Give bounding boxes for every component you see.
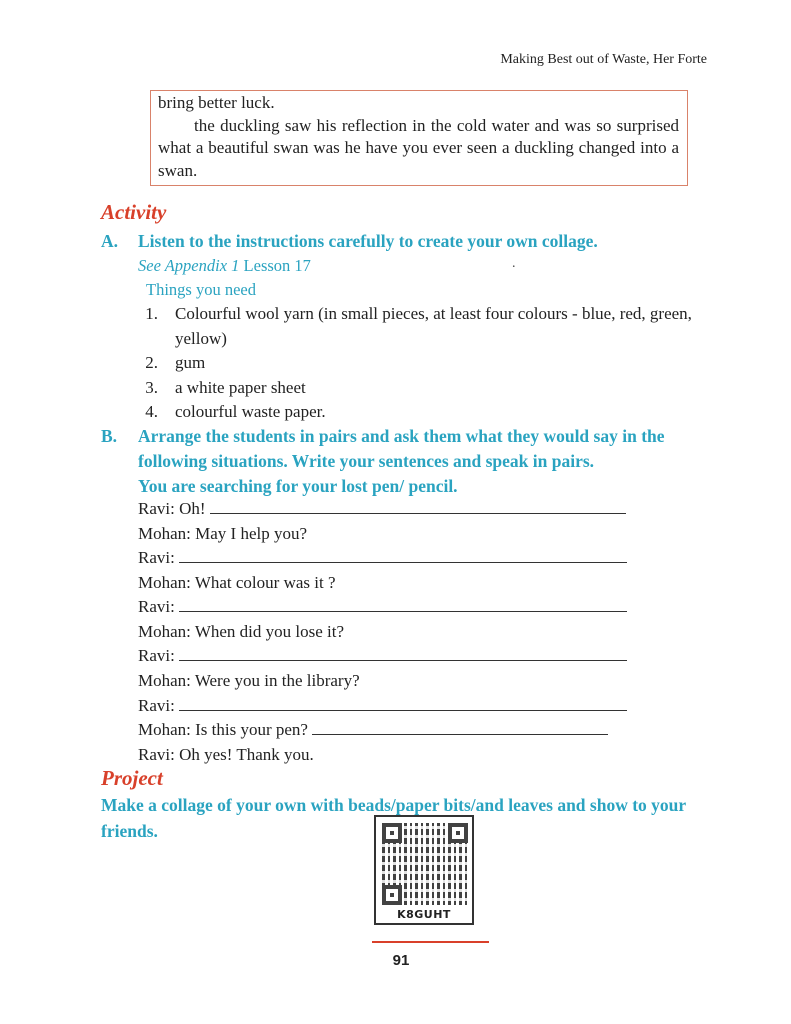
dialogue-text: Ravi:: [138, 646, 175, 665]
dialogue-line: Mohan: Were you in the library?: [138, 671, 360, 690]
task-b-situation: You are searching for your lost pen/ pencil.: [138, 476, 458, 496]
qr-pattern: [382, 823, 468, 905]
task-a-label: A.: [101, 231, 119, 251]
things-you-need-heading: Things you need: [146, 280, 256, 299]
dialogue: [138, 499, 738, 769]
answer-blank[interactable]: [179, 597, 627, 612]
page-number: 91: [392, 952, 410, 969]
answer-blank[interactable]: [179, 646, 627, 661]
dialogue-line: [138, 720, 608, 740]
task-b-instruction: Arrange the students in pairs and ask them what they would say in the following situations. Write your sentences and speak in pairs.: [138, 426, 665, 471]
answer-blank[interactable]: [179, 548, 627, 563]
story-line: bring better luck.: [158, 93, 275, 112]
dialogue-text: Ravi: Oh!: [138, 499, 206, 518]
list-item: colourful waste paper.: [175, 402, 326, 421]
project-instruction: Make a collage of your own with beads/paper bits/and leaves and show to your friends.: [101, 795, 686, 841]
list-item: a white paper sheet: [175, 378, 306, 397]
dialogue-line: Ravi: Oh yes! Thank you.: [138, 745, 314, 764]
task-a: [101, 229, 701, 254]
dialogue-line: [138, 548, 627, 568]
list-number: 4.: [145, 402, 158, 421]
dialogue-line: [138, 597, 627, 617]
list-item: Colourful wool yarn (in small pieces, at least four colours - blue, red, green, yellow): [175, 304, 692, 348]
dialogue-line: Mohan: When did you lose it?: [138, 622, 345, 641]
activity-heading: Activity: [101, 200, 167, 224]
answer-blank[interactable]: [179, 696, 627, 711]
qr-finder: [382, 823, 402, 843]
answer-blank[interactable]: [312, 720, 608, 735]
dialogue-text: Ravi:: [138, 696, 175, 715]
list-number: 3.: [145, 378, 158, 397]
lesson-reference: Lesson 17: [239, 256, 311, 275]
story-excerpt-box: [150, 90, 688, 186]
dialogue-line: [138, 696, 627, 716]
qr-finder: [382, 885, 402, 905]
stray-dot: .: [512, 256, 516, 271]
dialogue-line: Mohan: May I help you?: [138, 524, 308, 543]
qr-code-label: K8GUHT: [397, 908, 451, 921]
dialogue-line: [138, 646, 627, 666]
materials-list: [138, 302, 698, 426]
appendix-reference: [138, 256, 311, 276]
dialogue-text: Mohan: Is this your pen?: [138, 720, 308, 739]
task-b: [101, 424, 711, 474]
footer-rule: [372, 941, 489, 943]
task-b-label: B.: [101, 426, 118, 446]
dialogue-text: Ravi:: [138, 597, 175, 616]
story-paragraph: the duckling saw his reflection in the cold water and was so surprised what a beautiful swan was he have you ever seen a duckling changed into a swan.: [158, 115, 679, 180]
dialogue-line: [138, 499, 626, 519]
dialogue-text: Ravi:: [138, 548, 175, 567]
qr-code[interactable]: [374, 815, 474, 925]
list-number: 1.: [145, 304, 158, 323]
running-header: Making Best out of Waste, Her Forte: [500, 52, 707, 67]
appendix-link-text: See Appendix 1: [138, 256, 240, 275]
list-number: 2.: [145, 353, 158, 372]
list-item: gum: [175, 353, 206, 372]
dialogue-line: Mohan: What colour was it ?: [138, 573, 336, 592]
project-heading: Project: [101, 766, 163, 790]
task-a-instruction: Listen to the instructions carefully to create your own collage.: [138, 231, 598, 251]
answer-blank[interactable]: [210, 499, 626, 514]
qr-finder: [448, 823, 468, 843]
